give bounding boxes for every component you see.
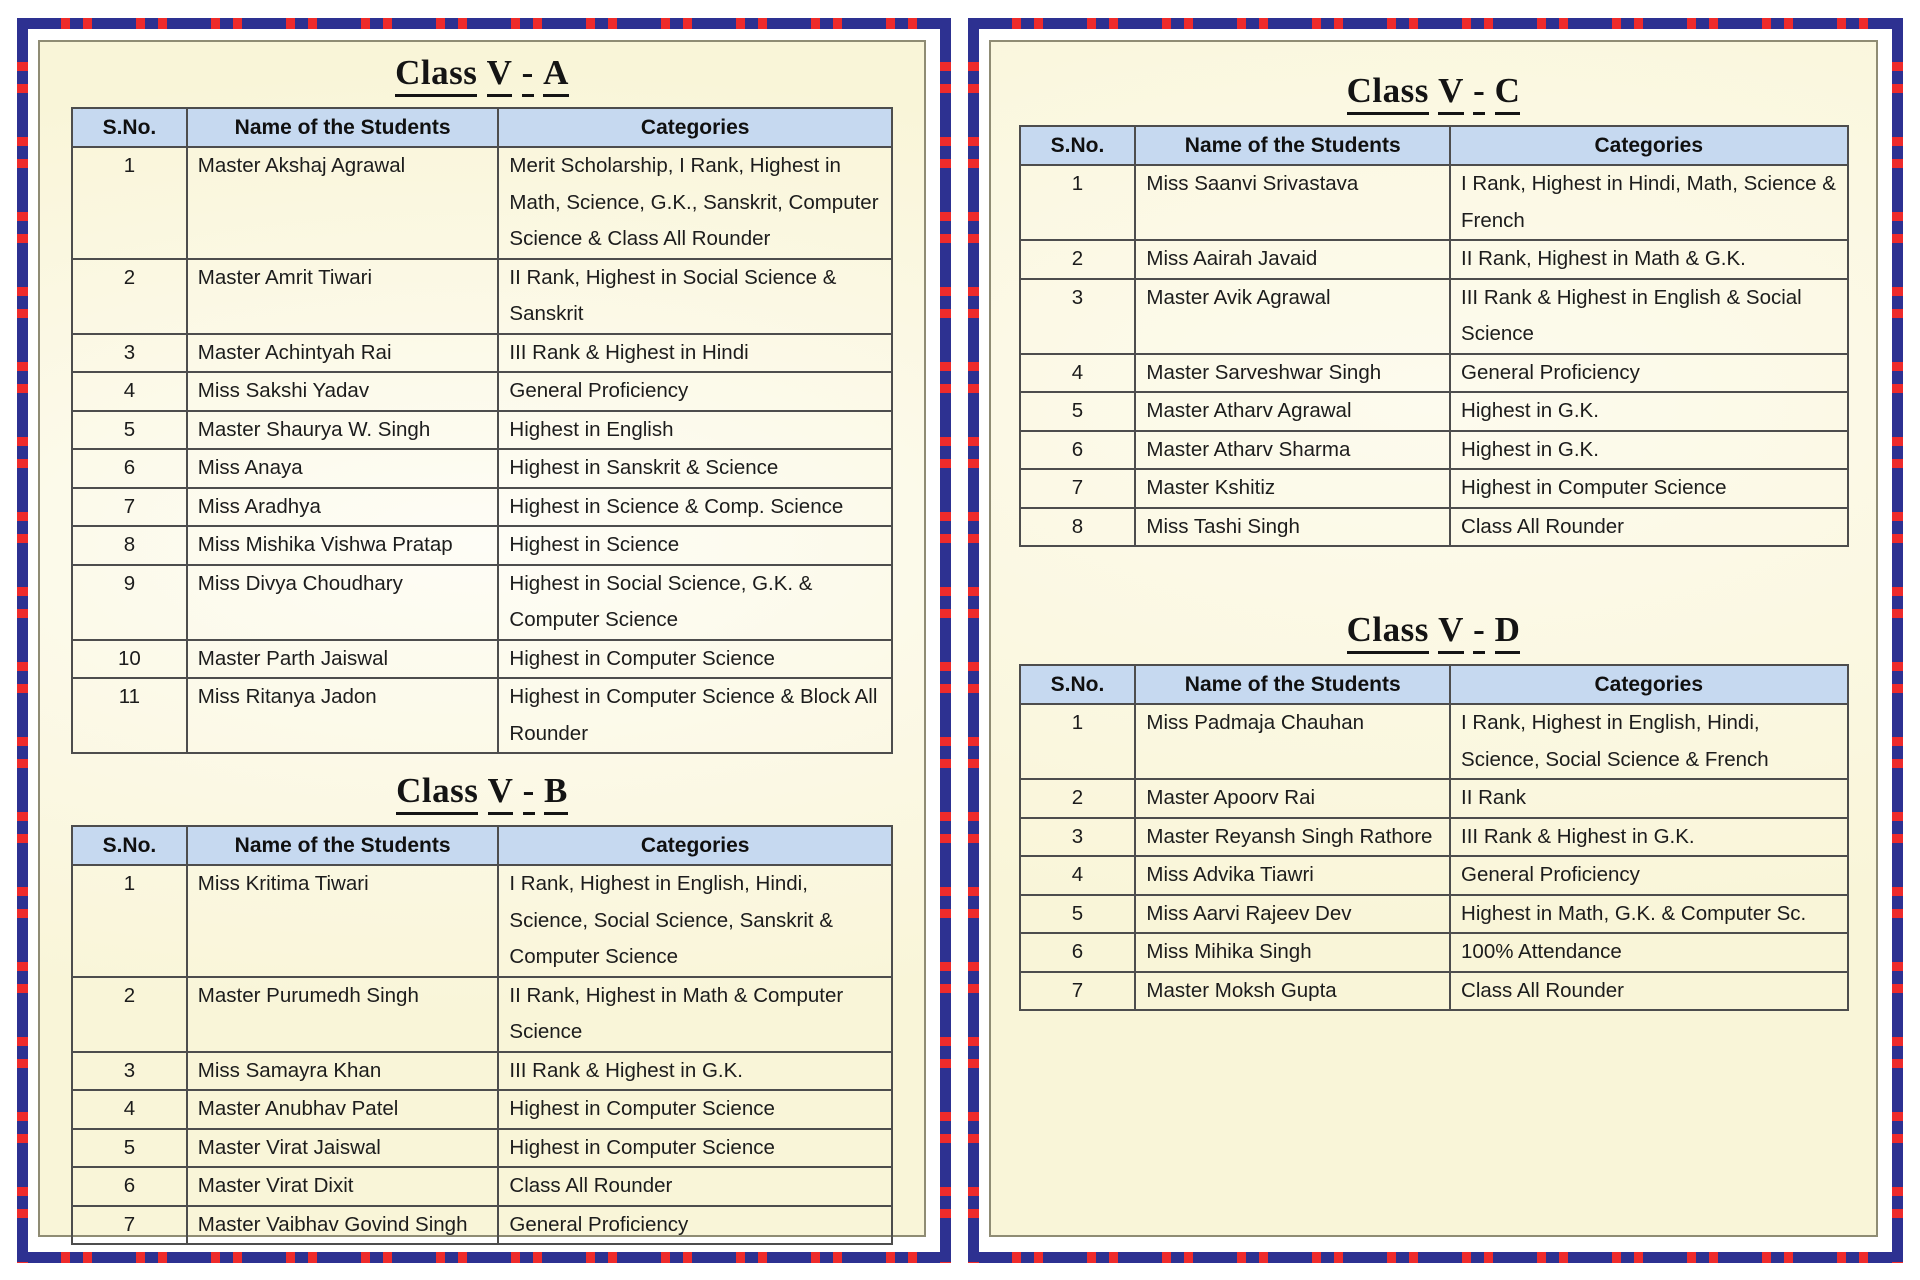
name-cell: Master Virat Jaiswal [187, 1129, 499, 1168]
sno-cell: 7 [1020, 469, 1136, 508]
name-cell: Master Purumedh Singh [187, 977, 499, 1052]
table-row [1020, 704, 1848, 779]
table-row [72, 1206, 892, 1245]
table-row [72, 1129, 892, 1168]
class-section [40, 52, 924, 754]
sno-cell: 5 [72, 411, 187, 450]
categories-cell: Highest in G.K. [1450, 431, 1847, 470]
name-cell: Master Apoorv Rai [1135, 779, 1450, 818]
name-cell: Miss Advika Tiawri [1135, 856, 1450, 895]
title-word: Class [1347, 70, 1429, 115]
name-cell: Miss Anaya [187, 449, 499, 488]
name-cell: Miss Sakshi Yadav [187, 372, 499, 411]
sno-cell: 9 [72, 565, 187, 640]
column-header-name: Name of the Students [187, 826, 499, 865]
dashed-border-top [17, 18, 951, 29]
column-header-sno: S.No. [1020, 665, 1136, 704]
title-word: - [522, 52, 534, 97]
categories-cell: III Rank & Highest in English & Social Science [1450, 279, 1847, 354]
table-row [72, 259, 892, 334]
sno-cell: 6 [1020, 933, 1136, 972]
sno-cell: 4 [72, 372, 187, 411]
sno-cell: 6 [1020, 431, 1136, 470]
sno-cell: 5 [72, 1129, 187, 1168]
categories-cell: Highest in English [498, 411, 892, 450]
categories-cell: Merit Scholarship, I Rank, Highest in Math, Science, G.K., Sanskrit, Computer Science & Class All Rounder [498, 147, 892, 259]
table-row [72, 372, 892, 411]
table-row [1020, 431, 1848, 470]
left-page [17, 18, 951, 1263]
sno-cell: 2 [72, 259, 187, 334]
categories-cell: Highest in Social Science, G.K. & Computer Science [498, 565, 892, 640]
table-row [1020, 469, 1848, 508]
name-cell: Master Achintyah Rai [187, 334, 499, 373]
categories-cell: Highest in Computer Science [1450, 469, 1847, 508]
table-row [1020, 895, 1848, 934]
page-panel [989, 40, 1878, 1237]
class-section [991, 70, 1876, 547]
categories-cell: III Rank & Highest in Hindi [498, 334, 892, 373]
column-header-categories: Categories [498, 826, 892, 865]
table-row [1020, 165, 1848, 240]
sno-cell: 6 [72, 1167, 187, 1206]
dashed-border-right [940, 18, 951, 1263]
table-row [1020, 240, 1848, 279]
name-cell: Miss Samayra Khan [187, 1052, 499, 1091]
categories-cell: I Rank, Highest in Hindi, Math, Science & French [1450, 165, 1847, 240]
title-word: V [487, 52, 513, 97]
title-word: Class [1347, 609, 1429, 654]
table-row [1020, 354, 1848, 393]
title-word: C [1495, 70, 1521, 115]
table-header-row [72, 826, 892, 865]
categories-cell: General Proficiency [1450, 856, 1847, 895]
column-header-name: Name of the Students [187, 108, 499, 147]
sno-cell: 3 [72, 1052, 187, 1091]
categories-cell: II Rank, Highest in Social Science & Sanskrit [498, 259, 892, 334]
categories-cell: III Rank & Highest in G.K. [498, 1052, 892, 1091]
categories-cell: Highest in Computer Science [498, 1090, 892, 1129]
categories-cell: Class All Rounder [498, 1167, 892, 1206]
name-cell: Miss Aradhya [187, 488, 499, 527]
students-table [1019, 664, 1849, 1011]
name-cell: Miss Aairah Javaid [1135, 240, 1450, 279]
sno-cell: 7 [72, 488, 187, 527]
sno-cell: 7 [72, 1206, 187, 1245]
title-word: Class [395, 52, 477, 97]
categories-cell: I Rank, Highest in English, Hindi, Science, Social Science, Sanskrit & Computer Science [498, 865, 892, 977]
name-cell: Master Parth Jaiswal [187, 640, 499, 679]
categories-cell: Highest in Science [498, 526, 892, 565]
table-row [72, 1090, 892, 1129]
title-word: A [543, 52, 569, 97]
class-section-title [991, 70, 1876, 115]
sno-cell: 8 [1020, 508, 1136, 547]
name-cell: Master Atharv Sharma [1135, 431, 1450, 470]
table-row [72, 865, 892, 977]
title-word: V [488, 770, 514, 815]
name-cell: Master Shaurya W. Singh [187, 411, 499, 450]
sno-cell: 2 [1020, 779, 1136, 818]
table-row [1020, 818, 1848, 857]
sno-cell: 4 [72, 1090, 187, 1129]
sno-cell: 4 [1020, 354, 1136, 393]
class-section-title [991, 609, 1876, 654]
table-row [72, 449, 892, 488]
categories-cell: Highest in G.K. [1450, 392, 1847, 431]
page-content [991, 42, 1876, 1235]
page-panel [38, 40, 926, 1237]
table-row [72, 1052, 892, 1091]
table-row [72, 678, 892, 753]
right-page [968, 18, 1903, 1263]
table-row [72, 640, 892, 679]
categories-cell: General Proficiency [498, 1206, 892, 1245]
name-cell: Master Kshitiz [1135, 469, 1450, 508]
dashed-border-bottom [17, 1252, 951, 1263]
sno-cell: 8 [72, 526, 187, 565]
sno-cell: 4 [1020, 856, 1136, 895]
categories-cell: Highest in Computer Science & Block All Rounder [498, 678, 892, 753]
column-header-categories: Categories [1450, 665, 1847, 704]
sno-cell: 5 [1020, 895, 1136, 934]
class-section [991, 609, 1876, 1011]
column-header-sno: S.No. [72, 826, 187, 865]
table-header-row [72, 108, 892, 147]
table-row [72, 1167, 892, 1206]
name-cell: Master Amrit Tiwari [187, 259, 499, 334]
column-header-name: Name of the Students [1135, 126, 1450, 165]
categories-cell: II Rank [1450, 779, 1847, 818]
name-cell: Miss Saanvi Srivastava [1135, 165, 1450, 240]
sno-cell: 1 [72, 147, 187, 259]
class-section-title [40, 770, 924, 815]
categories-cell: General Proficiency [498, 372, 892, 411]
column-header-categories: Categories [498, 108, 892, 147]
students-table [71, 107, 893, 754]
categories-cell: Highest in Math, G.K. & Computer Sc. [1450, 895, 1847, 934]
column-header-name: Name of the Students [1135, 665, 1450, 704]
title-word: V [1438, 70, 1464, 115]
name-cell: Miss Divya Choudhary [187, 565, 499, 640]
categories-cell: General Proficiency [1450, 354, 1847, 393]
sno-cell: 3 [1020, 279, 1136, 354]
name-cell: Master Avik Agrawal [1135, 279, 1450, 354]
dashed-border-bottom [968, 1252, 1903, 1263]
name-cell: Master Virat Dixit [187, 1167, 499, 1206]
categories-cell: Class All Rounder [1450, 508, 1847, 547]
categories-cell: Highest in Computer Science [498, 640, 892, 679]
table-row [72, 565, 892, 640]
table-row [72, 526, 892, 565]
name-cell: Master Reyansh Singh Rathore [1135, 818, 1450, 857]
categories-cell: Highest in Science & Comp. Science [498, 488, 892, 527]
table-row [1020, 779, 1848, 818]
table-row [72, 411, 892, 450]
sno-cell: 7 [1020, 972, 1136, 1011]
name-cell: Master Akshaj Agrawal [187, 147, 499, 259]
sno-cell: 11 [72, 678, 187, 753]
column-header-sno: S.No. [72, 108, 187, 147]
name-cell: Miss Mihika Singh [1135, 933, 1450, 972]
sno-cell: 2 [72, 977, 187, 1052]
dashed-border-left [968, 18, 979, 1263]
name-cell: Miss Mishika Vishwa Pratap [187, 526, 499, 565]
table-row [1020, 933, 1848, 972]
name-cell: Master Vaibhav Govind Singh [187, 1206, 499, 1245]
sno-cell: 6 [72, 449, 187, 488]
name-cell: Miss Aarvi Rajeev Dev [1135, 895, 1450, 934]
categories-cell: Highest in Sanskrit & Science [498, 449, 892, 488]
categories-cell: II Rank, Highest in Math & G.K. [1450, 240, 1847, 279]
dashed-border-right [1892, 18, 1903, 1263]
name-cell: Master Moksh Gupta [1135, 972, 1450, 1011]
sno-cell: 1 [1020, 704, 1136, 779]
categories-cell: II Rank, Highest in Math & Computer Science [498, 977, 892, 1052]
sno-cell: 5 [1020, 392, 1136, 431]
title-word: - [1473, 609, 1485, 654]
dashed-border-left [17, 18, 28, 1263]
table-header-row [1020, 665, 1848, 704]
name-cell: Miss Kritima Tiwari [187, 865, 499, 977]
name-cell: Master Atharv Agrawal [1135, 392, 1450, 431]
name-cell: Miss Ritanya Jadon [187, 678, 499, 753]
name-cell: Master Sarveshwar Singh [1135, 354, 1450, 393]
title-word: Class [396, 770, 478, 815]
categories-cell: Highest in Computer Science [498, 1129, 892, 1168]
table-row [1020, 279, 1848, 354]
sno-cell: 3 [72, 334, 187, 373]
title-word: V [1438, 609, 1464, 654]
table-header-row [1020, 126, 1848, 165]
page-content [40, 42, 924, 1235]
categories-cell: I Rank, Highest in English, Hindi, Science, Social Science & French [1450, 704, 1847, 779]
table-row [72, 147, 892, 259]
column-header-categories: Categories [1450, 126, 1847, 165]
name-cell: Miss Tashi Singh [1135, 508, 1450, 547]
sno-cell: 2 [1020, 240, 1136, 279]
table-row [1020, 508, 1848, 547]
sno-cell: 10 [72, 640, 187, 679]
table-row [72, 334, 892, 373]
name-cell: Miss Padmaja Chauhan [1135, 704, 1450, 779]
categories-cell: Class All Rounder [1450, 972, 1847, 1011]
dashed-border-top [968, 18, 1903, 29]
table-row [1020, 856, 1848, 895]
class-section-title [40, 52, 924, 97]
table-row [1020, 392, 1848, 431]
column-header-sno: S.No. [1020, 126, 1136, 165]
categories-cell: III Rank & Highest in G.K. [1450, 818, 1847, 857]
sno-cell: 1 [72, 865, 187, 977]
sno-cell: 1 [1020, 165, 1136, 240]
name-cell: Master Anubhav Patel [187, 1090, 499, 1129]
categories-cell: 100% Attendance [1450, 933, 1847, 972]
title-word: - [1473, 70, 1485, 115]
title-word: - [523, 770, 535, 815]
title-word: B [544, 770, 568, 815]
title-word: D [1495, 609, 1521, 654]
students-table [1019, 125, 1849, 547]
table-row [1020, 972, 1848, 1011]
table-row [72, 488, 892, 527]
sno-cell: 3 [1020, 818, 1136, 857]
table-row [72, 977, 892, 1052]
class-section [40, 770, 924, 1245]
students-table [71, 825, 893, 1245]
